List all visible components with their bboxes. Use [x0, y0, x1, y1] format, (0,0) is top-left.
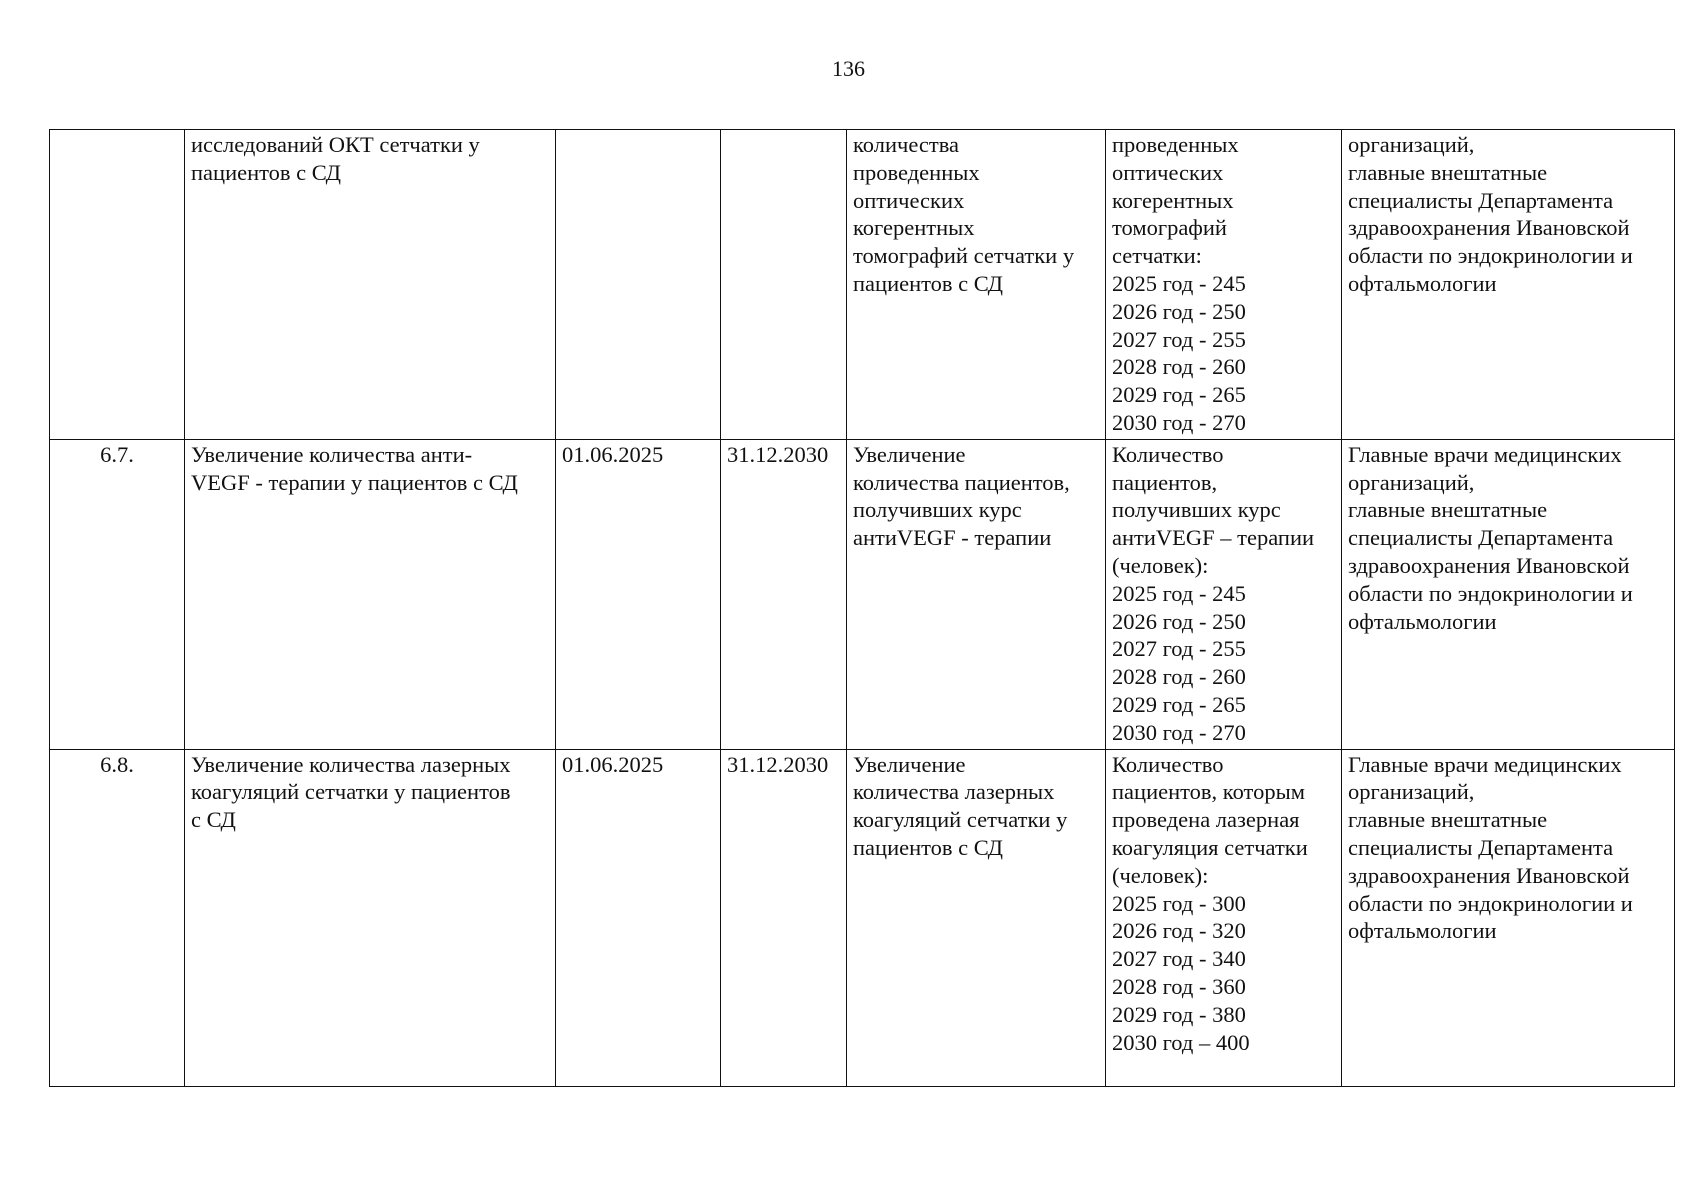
cell-line: проведенных — [853, 159, 980, 185]
cell-line: сетчатки: — [1112, 243, 1202, 269]
cell-event — [185, 749, 556, 1086]
cell-line: 2027 год - 255 — [1112, 636, 1246, 662]
cell-end-date: 31.12.2030 — [721, 439, 847, 749]
cell-responsible — [1342, 439, 1675, 749]
cell-line: главные внештатные — [1348, 159, 1548, 185]
cell-line: получивших курс — [853, 497, 1022, 523]
cell-line: оптических — [1112, 159, 1224, 185]
cell-line: с СД — [191, 807, 236, 833]
cell-end-date: 31.12.2030 — [721, 749, 847, 1086]
cell-expected-result — [847, 749, 1106, 1086]
cell-line: специалисты Департамента — [1348, 834, 1614, 860]
cell-line: количества — [853, 132, 960, 157]
cell-line: исследований ОКТ сетчатки у — [191, 132, 480, 157]
cell-line: когерентных — [1112, 187, 1234, 213]
cell-line: области по эндокринологии и — [1348, 580, 1633, 606]
cell-line: Главные врачи медицинских — [1348, 441, 1622, 467]
cell-line: области по эндокринологии и — [1348, 243, 1633, 269]
cell-line: Увеличение количества анти- — [191, 441, 473, 467]
cell-line: пациентов, которым — [1112, 779, 1305, 805]
cell-line: 2025 год - 300 — [1112, 890, 1246, 916]
cell-line: оптических — [853, 187, 965, 213]
cell-line: специалисты Департамента — [1348, 525, 1614, 551]
cell-line: Главные врачи медицинских — [1348, 751, 1622, 777]
cell-line: 2026 год - 250 — [1112, 608, 1246, 634]
cell-line: организаций, — [1348, 132, 1475, 157]
table-row — [50, 130, 1675, 440]
cell-indicator — [1106, 439, 1342, 749]
cell-line: Увеличение — [853, 751, 966, 777]
cell-line: 2030 год – 400 — [1112, 1029, 1250, 1055]
cell-expected-result — [847, 130, 1106, 440]
cell-line: 2028 год - 360 — [1112, 973, 1246, 999]
cell-start-date: 01.06.2025 — [556, 749, 721, 1086]
cell-line: 2027 год - 255 — [1112, 326, 1246, 352]
cell-line: 2028 год - 260 — [1112, 354, 1246, 380]
cell-line: офтальмологии — [1348, 608, 1497, 634]
measures-table — [49, 129, 1675, 1087]
cell-line: здравоохранения Ивановской — [1348, 215, 1630, 241]
cell-line: организаций, — [1348, 469, 1475, 495]
cell-expected-result — [847, 439, 1106, 749]
cell-line: организаций, — [1348, 779, 1475, 805]
cell-line: томографий — [1112, 215, 1227, 241]
cell-indicator — [1106, 749, 1342, 1086]
cell-line: 2028 год - 260 — [1112, 664, 1246, 690]
cell-line: 2025 год - 245 — [1112, 270, 1246, 296]
page-number: 136 — [832, 56, 865, 81]
cell-line: здравоохранения Ивановской — [1348, 862, 1630, 888]
cell-responsible — [1342, 749, 1675, 1086]
cell-responsible — [1342, 130, 1675, 440]
cell-line: 2025 год - 245 — [1112, 580, 1246, 606]
cell-line: (человек): — [1112, 552, 1209, 578]
cell-line: коагуляция сетчатки — [1112, 834, 1308, 860]
cell-line: главные внештатные — [1348, 807, 1548, 833]
cell-line: пациентов с СД — [853, 834, 1004, 860]
cell-start-date — [556, 130, 721, 440]
cell-line: проведенных — [1112, 132, 1239, 157]
cell-number: 6.7. — [50, 439, 185, 749]
cell-line: 2026 год - 320 — [1112, 918, 1246, 944]
cell-line: области по эндокринологии и — [1348, 890, 1633, 916]
cell-line: антиVEGF - терапии — [853, 525, 1052, 551]
cell-start-date: 01.06.2025 — [556, 439, 721, 749]
cell-line: 2029 год - 265 — [1112, 691, 1246, 717]
cell-line: получивших курс — [1112, 497, 1281, 523]
cell-line: 2029 год - 380 — [1112, 1001, 1246, 1027]
cell-event — [185, 439, 556, 749]
cell-line: главные внештатные — [1348, 497, 1548, 523]
cell-line: пациентов с СД — [853, 270, 1004, 296]
cell-line: Количество — [1112, 751, 1224, 777]
cell-line: количества пациентов, — [853, 469, 1070, 495]
cell-line: здравоохранения Ивановской — [1348, 552, 1630, 578]
cell-line: 2029 год - 265 — [1112, 382, 1246, 408]
cell-line: количества лазерных — [853, 779, 1055, 805]
table-row — [50, 439, 1675, 749]
cell-line: 2027 год - 340 — [1112, 946, 1246, 972]
cell-line: коагуляций сетчатки у — [853, 807, 1068, 833]
cell-number: 6.8. — [50, 749, 185, 1086]
cell-line: 2030 год - 270 — [1112, 719, 1246, 745]
cell-line: (человек): — [1112, 862, 1209, 888]
cell-line: VEGF - терапии у пациентов с СД — [191, 469, 518, 495]
cell-line: специалисты Департамента — [1348, 187, 1614, 213]
cell-end-date — [721, 130, 847, 440]
cell-line: пациентов, — [1112, 469, 1218, 495]
cell-line: проведена лазерная — [1112, 807, 1300, 833]
cell-line: офтальмологии — [1348, 270, 1497, 296]
cell-line: офтальмологии — [1348, 918, 1497, 944]
cell-line: антиVEGF – терапии — [1112, 525, 1315, 551]
cell-line: 2030 год - 270 — [1112, 409, 1246, 435]
cell-line: пациентов с СД — [191, 159, 342, 185]
cell-indicator — [1106, 130, 1342, 440]
cell-number — [50, 130, 185, 440]
cell-line: томографий сетчатки у — [853, 243, 1075, 269]
cell-line: когерентных — [853, 215, 975, 241]
cell-line: коагуляций сетчатки у пациентов — [191, 779, 511, 805]
table-row — [50, 749, 1675, 1086]
cell-line: Количество — [1112, 441, 1224, 467]
cell-event — [185, 130, 556, 440]
cell-line: Увеличение — [853, 441, 966, 467]
cell-line: 2026 год - 250 — [1112, 298, 1246, 324]
cell-line: Увеличение количества лазерных — [191, 751, 511, 777]
